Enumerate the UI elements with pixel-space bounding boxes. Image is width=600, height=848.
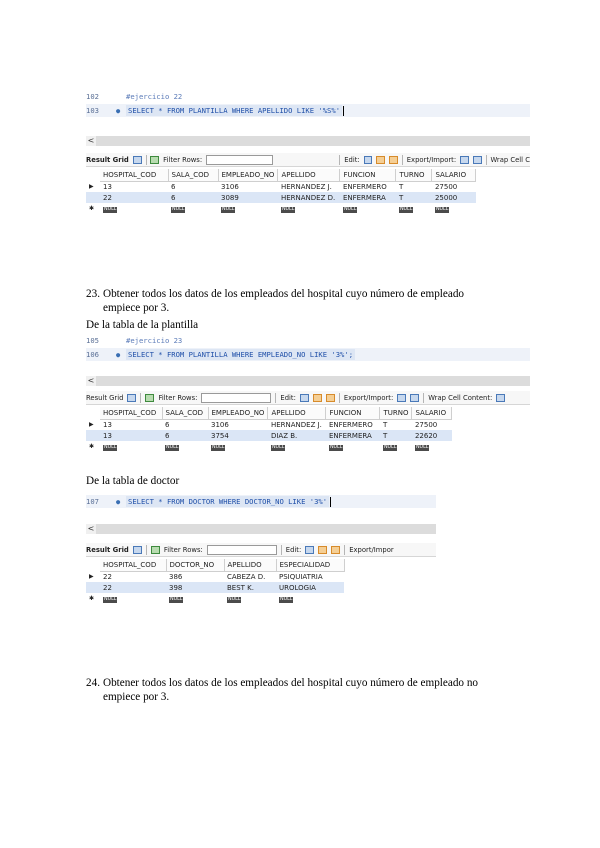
wrap-cell-label: Wrap Cell C (490, 155, 530, 164)
filter-icon[interactable] (150, 156, 159, 164)
question-24 (86, 676, 526, 704)
export-import-label: Export/Impor (349, 545, 394, 554)
line-number: 105 (86, 336, 99, 345)
new-row-icon: ✱ (86, 441, 100, 452)
null-badge: NULL (170, 597, 183, 602)
column-header[interactable]: EMPLEADO_NO (218, 169, 278, 181)
import-icon[interactable] (473, 156, 482, 164)
question-text: Obtener todos los datos de los empleados del hospital cuyo número de empleado (103, 288, 465, 300)
null-badge: NULL (228, 597, 241, 602)
null-badge: NULL (383, 445, 397, 450)
horizontal-scrollbar[interactable] (86, 524, 436, 534)
column-header[interactable]: FUNCION (326, 407, 380, 419)
question-number: 24. (86, 677, 100, 689)
text-cursor (330, 497, 331, 507)
column-header[interactable]: APELLIDO (224, 559, 276, 571)
wrap-toggle-icon[interactable] (496, 394, 505, 402)
question-23 (86, 287, 526, 315)
row-pointer-icon: ▶ (86, 571, 100, 582)
filter-rows-label: Filter Rows: (163, 155, 203, 164)
column-header[interactable]: SALARIO (432, 169, 476, 181)
export-icon[interactable] (460, 156, 469, 164)
result-grid-tab[interactable]: Result Grid (86, 155, 129, 164)
filter-rows-input[interactable] (201, 393, 271, 403)
execute-dot-icon: ● (116, 497, 121, 506)
null-badge: NULL (329, 445, 343, 450)
line-number: 102 (86, 92, 99, 101)
wrap-cell-label: Wrap Cell Content: (428, 393, 493, 402)
screenshot-ejercicio-22 (86, 90, 530, 230)
grid-view-icon[interactable] (127, 394, 136, 402)
filter-rows-input[interactable] (207, 545, 277, 555)
column-header[interactable]: HOSPITAL_COD (100, 169, 168, 181)
column-header[interactable]: HOSPITAL_COD (100, 559, 166, 571)
column-header[interactable]: TURNO (396, 169, 432, 181)
null-badge: NULL (343, 207, 357, 212)
filter-rows-label: Filter Rows: (163, 545, 203, 554)
null-badge: NULL (104, 445, 117, 450)
export-icon[interactable] (397, 394, 406, 402)
add-row-icon[interactable] (318, 546, 327, 554)
edit-row-icon[interactable] (364, 156, 373, 164)
sql-line-107[interactable] (86, 495, 436, 508)
edit-row-icon[interactable] (300, 394, 309, 402)
horizontal-scrollbar[interactable] (86, 136, 530, 146)
null-badge: NULL (222, 207, 235, 212)
column-header[interactable]: SALA_COD (168, 169, 218, 181)
new-row[interactable] (86, 203, 476, 214)
sql-comment: #ejercicio 22 (126, 92, 183, 101)
sql-query[interactable]: SELECT * FROM PLANTILLA WHERE EMPLEADO_NO LIKE '3%'; (128, 350, 354, 359)
new-row[interactable] (86, 593, 344, 604)
delete-row-icon[interactable] (326, 394, 335, 402)
result-toolbar (86, 543, 436, 557)
edit-label: Edit: (344, 155, 360, 164)
execute-dot-icon: ● (116, 350, 121, 359)
new-row[interactable] (86, 441, 452, 452)
export-import-label: Export/Import: (343, 393, 394, 402)
column-header[interactable]: APELLIDO (278, 169, 340, 181)
null-badge: NULL (212, 445, 225, 450)
export-import-label: Export/Import: (406, 155, 457, 164)
result-grid (86, 559, 345, 604)
column-header[interactable]: SALA_COD (162, 407, 208, 419)
grid-header (86, 559, 344, 571)
null-badge: NULL (271, 445, 285, 450)
column-header[interactable]: HOSPITAL_COD (100, 407, 162, 419)
filter-icon[interactable] (145, 394, 154, 402)
delete-row-icon[interactable] (389, 156, 398, 164)
grid-view-icon[interactable] (133, 156, 142, 164)
filter-rows-input[interactable] (206, 155, 273, 165)
line-number: 107 (86, 497, 99, 506)
question-number: 23. (86, 288, 100, 300)
null-badge: NULL (172, 207, 185, 212)
question-text: Obtener todos los datos de los empleados del hospital cuyo número de empleado no (103, 677, 479, 689)
null-badge: NULL (280, 597, 293, 602)
sql-comment: #ejercicio 23 (126, 336, 183, 345)
column-header[interactable]: DOCTOR_NO (166, 559, 224, 571)
import-icon[interactable] (410, 394, 419, 402)
column-header[interactable]: FUNCION (340, 169, 396, 181)
null-badge: NULL (281, 207, 295, 212)
subheading-plantilla: De la tabla de la plantilla (86, 319, 199, 331)
null-badge: NULL (435, 207, 449, 212)
text-cursor (343, 106, 344, 116)
table-row[interactable]: 22 398 BEST K. UROLOGIA (86, 582, 344, 593)
row-pointer-icon: ▶ (86, 419, 100, 430)
result-toolbar (86, 391, 530, 405)
sql-line-105[interactable] (86, 334, 530, 347)
null-badge: NULL (415, 445, 429, 450)
subheading-doctor: De la tabla de doctor (86, 475, 180, 487)
question-text-cont: empiece por 3. (103, 691, 170, 703)
null-badge: NULL (104, 207, 117, 212)
grid-view-icon[interactable] (133, 546, 142, 554)
screenshot-ejercicio-23 (86, 334, 530, 458)
filter-rows-label: Filter Rows: (158, 393, 198, 402)
scroll-left-icon[interactable]: < (87, 136, 95, 145)
sql-line-102[interactable] (86, 90, 530, 103)
filter-icon[interactable] (151, 546, 160, 554)
null-badge: NULL (399, 207, 413, 212)
delete-row-icon[interactable] (331, 546, 340, 554)
sql-line-103[interactable] (86, 104, 530, 117)
sql-line-106[interactable] (86, 348, 530, 361)
line-number: 106 (86, 350, 99, 359)
edit-label: Edit: (285, 545, 302, 554)
result-grid-tab[interactable]: Result Grid (86, 545, 129, 554)
horizontal-scrollbar[interactable] (86, 376, 530, 386)
edit-label: Edit: (280, 393, 296, 402)
add-row-icon[interactable] (313, 394, 322, 402)
sql-query[interactable]: SELECT * FROM PLANTILLA WHERE APELLIDO LIKE '%S%' (128, 106, 341, 115)
table-row[interactable]: 13 6 3754 DIAZ B. ENFERMERA T 22620 (86, 430, 452, 441)
result-grid (86, 169, 476, 214)
execute-dot-icon: ● (116, 106, 121, 115)
table-row[interactable]: ▶ 13 6 3106 HERNANDEZ J. ENFERMERO T 27500 (86, 419, 452, 430)
screenshot-doctor (86, 493, 446, 613)
new-row-icon: ✱ (86, 593, 100, 604)
result-toolbar (86, 153, 530, 167)
column-header[interactable]: ESPECIALIDAD (276, 559, 344, 571)
result-grid (86, 407, 452, 452)
add-row-icon[interactable] (376, 156, 385, 164)
result-grid-tab[interactable]: Result Grid (86, 393, 124, 402)
null-badge: NULL (104, 597, 117, 602)
row-pointer-icon: ▶ (86, 181, 100, 192)
scroll-left-icon[interactable]: < (87, 376, 95, 385)
sql-query[interactable]: SELECT * FROM DOCTOR WHERE DOCTOR_NO LIKE '3%' (128, 497, 328, 506)
table-row[interactable]: ▶ 13 6 3106 HERNANDEZ J. ENFERMERO T 27500 (86, 181, 476, 192)
column-header[interactable]: SALARIO (412, 407, 452, 419)
grid-header (86, 169, 476, 181)
question-text-cont: empiece por 3. (103, 302, 170, 314)
table-row[interactable]: ▶ 22 386 CABEZA D. PSIQUIATRIA (86, 571, 344, 582)
column-header[interactable]: APELLIDO (268, 407, 326, 419)
column-header[interactable]: TURNO (380, 407, 412, 419)
column-header[interactable]: EMPLEADO_NO (208, 407, 268, 419)
scroll-left-icon[interactable]: < (87, 524, 95, 533)
new-row-icon: ✱ (86, 203, 100, 214)
null-badge: NULL (166, 445, 179, 450)
edit-row-icon[interactable] (305, 546, 314, 554)
line-number: 103 (86, 106, 99, 115)
table-row[interactable]: 22 6 3089 HERNANDEZ D. ENFERMERA T 25000 (86, 192, 476, 203)
grid-header (86, 407, 452, 419)
